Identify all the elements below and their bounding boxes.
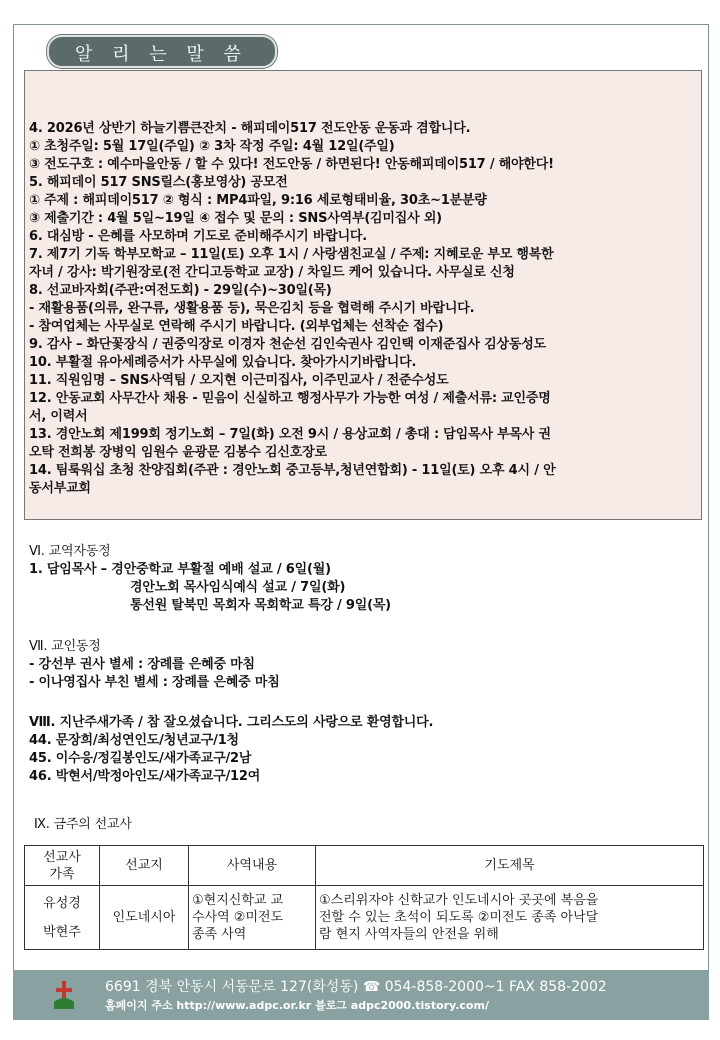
table-header: 기도제목 [316,846,704,886]
notice-line: - 참여업체는 사무실로 연락해 주시기 바랍니다. (외부업체는 선착순 접수) [29,319,444,334]
members-item: - 강선부 권사 별세 : 장례를 은혜중 마침 [29,657,255,672]
ministers-line: 통선원 탈북민 목회자 목회학교 특강 / 9일(목) [130,598,391,613]
missionary-heading: Ⅸ. 금주의 선교사 [34,817,132,832]
table-header: 사역내용 [189,846,316,886]
work-line: ①현지신학교 교 [192,893,284,908]
notice-line: 11. 직원임명 – SNS사역팀 / 오지현 이근미집사, 이주민교사 / 전준수성도 [29,373,449,388]
work-line: 수사역 ②미전도 [192,910,284,925]
notice-line: 7. 제7기 기독 학부모학교 – 11일(토) 오후 1시 / 사랑샘친교실 / 주제: 지혜로운 부모 행복한 [29,247,554,262]
notice-line: 서, 이력서 [29,409,88,424]
table-header: 선교사 가족 [25,846,100,886]
notice-line: 4. 2026년 상반기 하늘기쁨큰잔치 - 해피데이517 전도안동 운동과 겸합니다. [29,121,471,136]
missionary-name: 박현주 [43,924,81,940]
missionary-names [25,886,100,950]
missionary-prayer [316,886,704,950]
notice-line: ③ 전도구호 : 예수마을안동 / 할 수 있다! 전도안동 / 하면된다! 안동해피데이517 / 해야한다! [29,157,554,172]
notice-line: 9. 감사 – 화단꽃장식 / 권중익장로 이경자 천순선 김인숙권사 김인택 이재준집사 김상동성도 [29,337,546,352]
notice-line: 5. 해피데이 517 SNS릴스(홍보영상) 공모전 [29,175,288,190]
notice-list [29,120,704,498]
ministers-line: 경안노회 목사임식예식 설교 / 7일(화) [130,580,346,595]
church-logo-icon [52,978,76,1012]
notice-line: ③ 제출기간 : 4월 5일~19일 ④ 접수 및 문의 : SNS사역부(김미집사 외) [29,211,442,226]
newcomers-section [29,714,699,786]
members-item: - 이나영집사 부친 별세 : 장례를 은혜중 마침 [29,675,280,690]
ministers-heading: Ⅵ. 교역자동정 [29,544,111,559]
table-header: 선교지 [100,846,189,886]
notice-line: 10. 부활절 유아세례증서가 사무실에 있습니다. 찾아가시기바랍니다. [29,355,417,370]
members-heading: Ⅶ. 교인동정 [29,639,101,654]
newcomers-item: 46. 박현서/박정아인도/새가족교구/12여 [29,769,261,784]
missionary-name: 유성경 [43,895,81,911]
notice-line: 13. 경안노회 제199회 정기노회 – 7일(화) 오전 9시 / 용상교회 / 총대 : 담임목사 부목사 권 [29,427,551,442]
missionary-country: 인도네시아 [100,886,189,950]
newcomers-heading: Ⅷ. 지난주새가족 / 참 잘오셨습니다. 그리스도의 사랑으로 환영합니다. [29,715,434,730]
prayer-line: 람 현지 사역자들의 안전을 위해 [319,927,499,942]
notice-line: ① 주제 : 해피데이517 ② 형식 : MP4파일, 9:16 세로형태비율, 30초~1분분량 [29,193,487,208]
missionary-section [34,816,704,834]
missionary-table [24,845,704,950]
ministers-section [29,543,699,615]
prayer-line: ①스리위자야 신학교가 인도네시아 곳곳에 복음을 [319,893,599,908]
missionary-work [189,886,316,950]
newcomers-item: 44. 문장희/최성연인도/청년교구/1청 [29,733,239,748]
notice-line: 자녀 / 강사: 박기원장로(전 간디고등학교 교장) / 차일드 케어 있습니다. 사무실로 신청 [29,265,515,280]
notice-line: 동서부교회 [29,481,91,496]
notice-line: 14. 팀룩워십 초청 찬양집회(주관 : 경안노회 중고등부,청년연합회) - 11일(토) 오후 4시 / 안 [29,463,556,478]
section-title: 알 리 는 말 씀 [75,44,248,65]
members-section [29,638,699,692]
notice-line: 12. 안동교회 사무간사 채용 - 믿음이 신실하고 행정사무가 가능한 여성 / 제출서류: 교인증명 [29,391,551,406]
newcomers-item: 45. 이수응/정길봉인도/새가족교구/2남 [29,751,252,766]
footer-address: 6691 경북 안동시 서동문로 127(화성동) ☎ 054-858-2000~1 FAX 858-2002 [105,979,607,995]
notice-line: 오탁 전희봉 장병익 임원수 윤광문 김봉수 김신호장로 [29,445,327,460]
notice-line: - 재활용품(의류, 완구류, 생활용품 등), 묵은김치 등을 협력해 주시기 바랍니다. [29,301,475,316]
notice-line: ① 초청주일: 5월 17일(주일) ② 3차 작정 주일: 4월 12일(주일) [29,139,395,154]
prayer-line: 전할 수 있는 초석이 되도록 ②미전도 종족 아낙달 [319,910,599,925]
ministers-line: 1. 담임목사 – 경안중학교 부활절 예배 설교 / 6일(월) [29,562,331,577]
notice-line: 8. 선교바자회(주관:여전도회) - 29일(수)~30일(목) [29,283,332,298]
section-title-pill [47,35,277,68]
footer [13,970,709,1020]
work-line: 종족 사역 [192,927,247,942]
footer-web: 홈페이지 주소 http://www.adpc.or.kr 블로그 adpc2000.tistory.com/ [105,999,489,1012]
notice-line: 6. 대심방 - 은혜를 사모하며 기도로 준비해주시기 바랍니다. [29,229,368,244]
